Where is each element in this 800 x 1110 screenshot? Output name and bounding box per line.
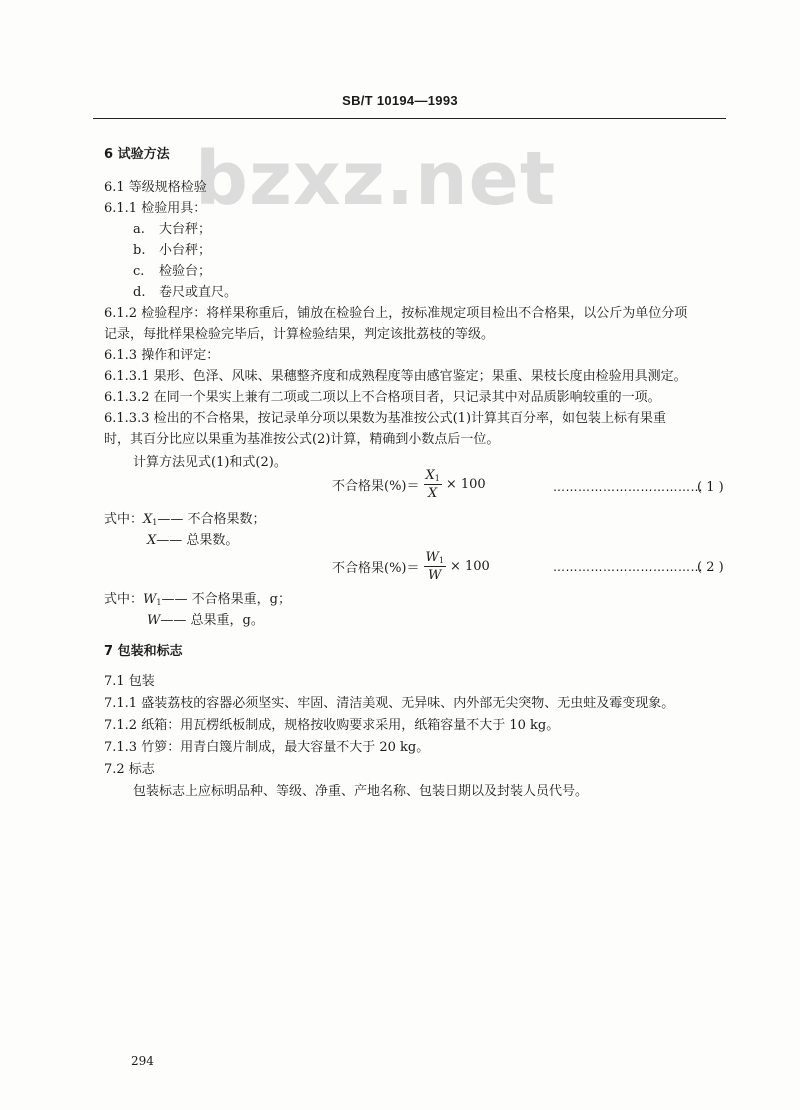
formula-2-definition: W—— 总果重，g。 bbox=[147, 613, 264, 628]
section-6-title: 6 试验方法 bbox=[104, 147, 170, 162]
tool-text: 卷尺或直尺。 bbox=[159, 285, 238, 300]
formula-2-definition: 式中：$W_1——$ 不合格果重，g； bbox=[104, 592, 291, 607]
clause-6-1: 6.1 等级规格检验 bbox=[104, 180, 207, 195]
equation-number: ( 1 ) bbox=[697, 480, 724, 495]
tool-item bbox=[133, 260, 211, 279]
fraction-numerator: $W_1$ bbox=[425, 550, 444, 565]
clause-6-1-1: 6.1.1 检验用具： bbox=[104, 201, 207, 216]
formula-1-definition: X—— 总果数。 bbox=[147, 533, 239, 548]
tool-item bbox=[133, 218, 211, 237]
header-rule bbox=[93, 118, 726, 119]
where-prefix: 式中： bbox=[104, 592, 144, 607]
formula-fraction bbox=[424, 469, 442, 500]
clause-6-1-2-line2: 记录，每批样果检验完毕后，计算检验结果，判定该批荔枝的等级。 bbox=[104, 327, 495, 342]
formula-leader-dots: ……………………………… bbox=[553, 560, 703, 574]
clause-6-1-3: 6.1.3 操作和评定： bbox=[104, 348, 220, 363]
clause-6-1-3-3-line1: 6.1.3.3 检出的不合格果，按记录单分项以果数为基准按公式(1)计算其百分率，如包装上标有果重 bbox=[104, 411, 667, 426]
formula-1 bbox=[332, 469, 486, 500]
fraction-numerator: $X_1$ bbox=[425, 468, 440, 483]
formula-2 bbox=[332, 551, 490, 582]
clause-7-1: 7.1 包装 bbox=[104, 674, 155, 689]
clause-7-1-1: 7.1.1 盛装荔枝的容器必须坚实、牢固、清洁美观、无异味、内外部无尖突物、无虫蛀及霉变现象。 bbox=[104, 696, 675, 711]
tool-text: 大台秤； bbox=[159, 222, 212, 237]
clause-6-1-3-1: 6.1.3.1 果形、色泽、风味、果穗整齐度和成熟程度等由感官鉴定；果重、果枝长度由检验用具测定。 bbox=[104, 369, 687, 384]
page-number: 294 bbox=[131, 1054, 154, 1068]
tool-text: 检验台； bbox=[159, 264, 212, 279]
formula-leader-dots: ……………………………… bbox=[553, 480, 703, 494]
watermark: bzxz.net bbox=[195, 136, 557, 222]
tool-item bbox=[133, 281, 237, 300]
tool-text: 小台秤； bbox=[159, 243, 212, 258]
formula-multiplier: × 100 bbox=[449, 559, 490, 574]
equation-number: ( 2 ) bbox=[697, 560, 724, 575]
tool-item bbox=[133, 239, 211, 258]
clause-7-1-3: 7.1.3 竹箩：用青白篾片制成，最大容量不大于 20 kg。 bbox=[104, 740, 430, 755]
section-7-title: 7 包装和标志 bbox=[104, 644, 183, 659]
formula-multiplier: × 100 bbox=[445, 477, 486, 492]
tool-label: b. bbox=[133, 243, 146, 258]
tool-label: a. bbox=[133, 222, 145, 237]
tool-label: d. bbox=[133, 285, 146, 300]
standard-number-header: SB/T 10194—1993 bbox=[342, 93, 458, 108]
formula-fraction bbox=[424, 551, 446, 582]
clause-7-2: 7.2 标志 bbox=[104, 762, 155, 777]
fraction-denominator: X bbox=[428, 486, 438, 501]
formula-lhs: 不合格果(%)＝ bbox=[332, 561, 420, 576]
clause-7-1-2: 7.1.2 纸箱：用瓦楞纸板制成，规格按收购要求采用，纸箱容量不大于 10 kg。 bbox=[104, 718, 560, 733]
calc-intro: 计算方法见式(1)和式(2)。 bbox=[133, 455, 287, 470]
formula-1-definition: 式中：$X_1——$ 不合格果数； bbox=[104, 512, 266, 527]
tool-label: c. bbox=[133, 264, 145, 279]
clause-6-1-3-2: 6.1.3.2 在同一个果实上兼有二项或二项以上不合格项目者，只记录其中对品质影响较重的一项。 bbox=[104, 390, 661, 405]
formula-lhs: 不合格果(%)＝ bbox=[332, 479, 420, 494]
fraction-denominator: W bbox=[428, 568, 442, 583]
clause-7-2-text: 包装标志上应标明品种、等级、净重、产地名称、包装日期以及封装人员代号。 bbox=[133, 784, 589, 799]
clause-6-1-3-3-line2: 时，其百分比应以果重为基准按公式(2)计算，精确到小数点后一位。 bbox=[104, 432, 500, 447]
where-prefix: 式中： bbox=[104, 512, 144, 527]
clause-6-1-2-line1: 6.1.2 检验程序：将样果称重后，铺放在检验台上，按标准规定项目检出不合格果，以公斤为单位分项 bbox=[104, 306, 688, 321]
